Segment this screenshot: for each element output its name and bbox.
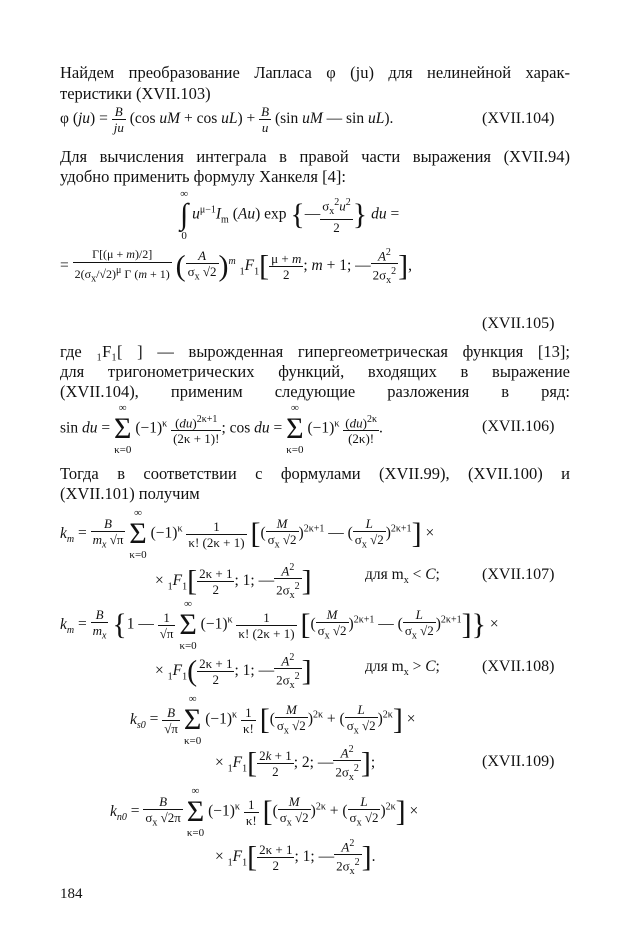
equation-104: φ (ju) = $\frac{B}{ju}$ (cos uM + cos uL) + $\frac{B}{u}$ (sin uM — sin uL).: [60, 104, 394, 135]
equation-number: (XVII.109): [482, 753, 555, 770]
equation-number: (XVII.107): [482, 566, 555, 583]
equation-107-line1: $k_m$ = $\frac{B}{m_x √\pi}$ ∞ Σ κ=0 $(-1)^\kappa$ $\frac{1}{\kappa! (2\kappa + 1)}$ [( $\frac{M}{\sigma_x √2}$ )$^{2\kappa+1}$ — ( $\frac{L}{\sigma_x √2}$ )$^{2\kappa+1}$] ×: [60, 507, 435, 561]
equation-107-line2: × $_1F_1$[ $\frac{2\kappa + 1}{2}$ ; 1; — $\frac{A^2}{2\sigma_x^2}$ ]: [155, 562, 312, 602]
equation-kn0-line1: $k_{n0}$ = $\frac{B}{\sigma_x √2\pi}$ ∞ Σ κ=0 $(-1)^\kappa$ $\frac{1}{\kappa!}$ [( $\frac{M}{\sigma_x √2}$ )$^{2\kappa}$ + ( $\frac{L}{\sigma_x √2}$ )$^{2\kappa}$] ×: [110, 785, 419, 839]
equation-105-rhs: = $\frac{\Gamma[(\mu + m)/2]}{2(\sigma_x/√2)^\mu \Gamma (m + 1)}$ ( $\frac{A}{\sigma_x √2}$ )$^m$ $_1F_1$[ $\frac{\mu + m}{2}$ ; m + 1; — $\frac{A^2}{2\sigma_x^2}$ ],: [60, 246, 413, 287]
paragraph-line: теристики (XVII.103): [60, 84, 211, 103]
equation-108-line1: $k_m$ = $\frac{B}{m_x}$ {1 — $\frac{1}{√\pi}$ ∞ Σ κ=0 $(-1)^\kappa$ $\frac{1}{\kappa! (2\kappa + 1)}$ [( $\frac{M}{\sigma_x √2}$ )$^{2\kappa+1}$ — ( $\frac{L}{\sigma_x √2}$ )$^{2\kappa+1}$]} ×: [60, 598, 499, 652]
equation-105-integral: ∞ ∫ 0 $u^{\mu-1}I_m$ (Au) exp {— $\frac{\sigma_x^2u^2}{2}$ } du =: [180, 188, 400, 242]
equation-108-line2: × $_1F_1$( $\frac{2\kappa + 1}{2}$ ; 1; — $\frac{A^2}{2\sigma_x^2}$ ]: [155, 652, 312, 692]
equation-108-condition: для $m_x > C$;: [365, 658, 440, 679]
equation-106: sin du = ∞ Σ κ=0 $(-1)^\kappa$ $\frac{(du)^{2\kappa+1}}{(2\kappa + 1)!}$ ; cos du = ∞ Σ κ=0 $(-1)^\kappa$ $\frac{(du)^{2\kappa}}{(2\kappa)!}$ .: [60, 402, 383, 456]
equation-109-line1: $k_{s0}$ = $\frac{B}{√\pi}$ ∞ Σ κ=0 $(-1)^\kappa$ $\frac{1}{\kappa!}$ [( $\frac{M}{\sigma_x √2}$ )$^{2\kappa}$ + ( $\frac{L}{\sigma_x √2}$ )$^{2\kappa}$] ×: [130, 693, 416, 747]
page-number: 184: [60, 886, 83, 902]
paragraph-line: Найдем преобразование Лапласа φ (ju) для нелинейной харак-: [60, 63, 570, 82]
equation-number: (XVII.104): [482, 110, 555, 127]
paragraph-line: где ₁F₁[ ] — вырожденная гипергеометрическая функция [13];: [60, 342, 570, 361]
paragraph-line: удобно применить формулу Ханкеля [4]:: [60, 167, 346, 186]
paragraph-line: для тригонометрических функций, входящих в выражение: [60, 362, 570, 381]
paragraph-line: (XVII.104), применим следующие разложения в ряд:: [60, 382, 570, 401]
equation-109-line2: × $_1F_1$[ $\frac{2k + 1}{2}$ ; 2; — $\frac{A^2}{2\sigma_x^2}$ ];: [215, 744, 376, 784]
paragraph-line: (XVII.101) получим: [60, 484, 200, 503]
equation-number: (XVII.105): [482, 315, 555, 332]
paragraph-line: Для вычисления интеграла в правой части выражения (XVII.94): [60, 147, 570, 166]
equation-number: (XVII.108): [482, 658, 555, 675]
equation-107-condition: для $m_x < C$;: [365, 566, 440, 587]
paragraph-line: Тогда в соответствии с формулами (XVII.99), (XVII.100) и: [60, 464, 570, 483]
equation-kn0-line2: × $_1F_1$[ $\frac{2\kappa + 1}{2}$ ; 1; — $\frac{A^2}{2\sigma_x^2}$ ].: [215, 838, 376, 878]
equation-number: (XVII.106): [482, 418, 555, 435]
